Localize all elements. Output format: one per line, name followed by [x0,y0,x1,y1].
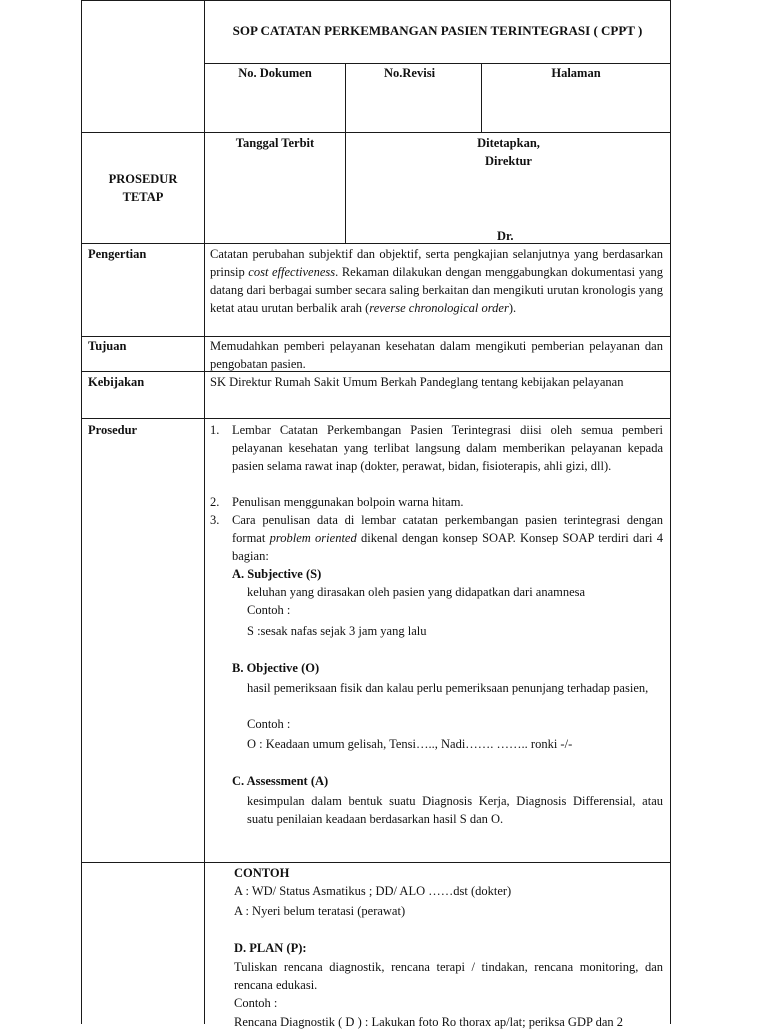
tujuan-text: Memudahkan pemberi pelayanan kesehatan dalam mengikuti pemberian pelayanan dan pengobatan pasien. [210,339,663,371]
column-divider [204,0,205,1024]
prosedur-label: Prosedur [88,423,138,437]
pengertian-text-italic: cost effectiveness [248,265,336,279]
line-after-header [81,243,671,244]
line-after-docinfo [81,132,671,133]
plan-example: Rencana Diagnostik ( D ) : Lakukan foto Ro thorax ap/lat; periksa GDP dan 2 [234,1015,624,1029]
tanggal-terbit-label: Tanggal Terbit [235,136,315,150]
prosedur-item2-number: 2. [210,495,220,509]
prosedur-item3-text [232,511,663,565]
line-after-kebijakan [81,418,671,419]
plan-text: Tuliskan rencana diagnostik, rencana terapi / tindakan, rencana monitoring, dan rencana edukasi. [234,960,663,992]
objective-contoh: Contoh : [247,717,291,731]
subjective-example: S :sesak nafas sejak 3 jam yang lalu [247,624,427,638]
assessment-text: kesimpulan dalam bentuk suatu Diagnosis Kerja, Diagnosis Differensial, atau suatu penilaian keadaan berdasarkan hasil S dan O. [247,794,663,826]
prosedur-item2-text: Penulisan menggunakan bolpoin warna hitam. [232,495,464,509]
pengertian-label: Pengertian [88,247,147,261]
contoh-line2: A : Nyeri belum teratasi (perawat) [234,904,406,918]
prosedur-item3-italic: problem oriented [269,531,357,545]
plan-heading: D. PLAN (P): [234,941,307,955]
pengertian-text-c: ). [508,301,517,315]
line-after-prosedur [81,862,671,863]
border-left [81,0,82,1024]
objective-example: O : Keadaan umum gelisah, Tensi….., Nadi……. …….. ronki -/- [247,737,573,751]
no-dokumen-label: No. Dokumen [238,66,312,80]
docinfo-divider-1 [345,63,346,133]
dr-signature-label: Dr. [497,229,514,243]
plan-contoh: Contoh : [234,996,278,1010]
objective-text: hasil pemeriksaan fisik dan kalau perlu pemeriksaan penunjang terhadap pasien, [247,681,649,695]
prosedur-tetap-line2: TETAP [122,190,164,204]
prosedur-item3-text-a: Cara penulisan data di lembar catatan perkembangan pasien terintegrasi dengan format [232,513,663,545]
prosedur-tetap-label [82,170,204,206]
document-title: SOP CATATAN PERKEMBANGAN PASIEN TERINTEGRASI ( CPPT ) [232,23,643,38]
direktur-label: Direktur [485,154,532,168]
prosedur-tetap-line1: PROSEDUR [108,172,178,186]
objective-heading: B. Objective (O) [232,661,320,675]
tujuan-label: Tujuan [88,339,127,353]
ditetapkan-label: Ditetapkan, [477,136,540,150]
prosedur-item1-number: 1. [210,423,220,437]
subjective-heading: A. Subjective (S) [232,567,322,581]
border-top [81,0,671,1]
pengertian-text-b: . Rekaman dilakukan dengan menggabungkan dokumentasi yang datang dari berbagai sumber secara saling berkaitan dan mengikuti urutan kronologis yang ketat atau urutan berbalik arah ( [210,265,663,315]
contoh-heading: CONTOH [234,866,290,880]
prosedur-item3-text-b: dikenal dengan konsep SOAP. Konsep SOAP terdiri dari 4 bagian: [232,531,663,563]
pengertian-text [210,245,663,317]
halaman-label: Halaman [551,66,601,80]
subjective-contoh: Contoh : [247,603,291,617]
contoh-line1: A : WD/ Status Asmatikus ; DD/ ALO ……dst (dokter) [234,884,512,898]
pengertian-text-italic2: reverse chronological order [369,301,509,315]
prosedur-item3-number: 3. [210,513,220,527]
no-revisi-label: No.Revisi [384,66,436,80]
assessment-heading: C. Assessment (A) [232,774,329,788]
kebijakan-text: SK Direktur Rumah Sakit Umum Berkah Pandeglang tentang kebijakan pelayanan [210,375,624,389]
pengertian-text-a: Catatan perubahan subjektif dan objektif, serta pengkajian selanjutnya yang berdasarkan prinsip [210,247,663,279]
subjective-text: keluhan yang dirasakan oleh pasien yang didapatkan dari anamnesa [247,585,586,599]
kebijakan-label: Kebijakan [88,375,145,389]
prosedur-item1-text: Lembar Catatan Perkembangan Pasien Terintegrasi diisi oleh semua pemberi pelayanan kesehatan yang terlibat langsung dalam memberikan pelayanan kepada pasien selama rawat inap (dokter, perawat, bidan, fisioterapis, ahli gizi, dll). [232,423,663,473]
